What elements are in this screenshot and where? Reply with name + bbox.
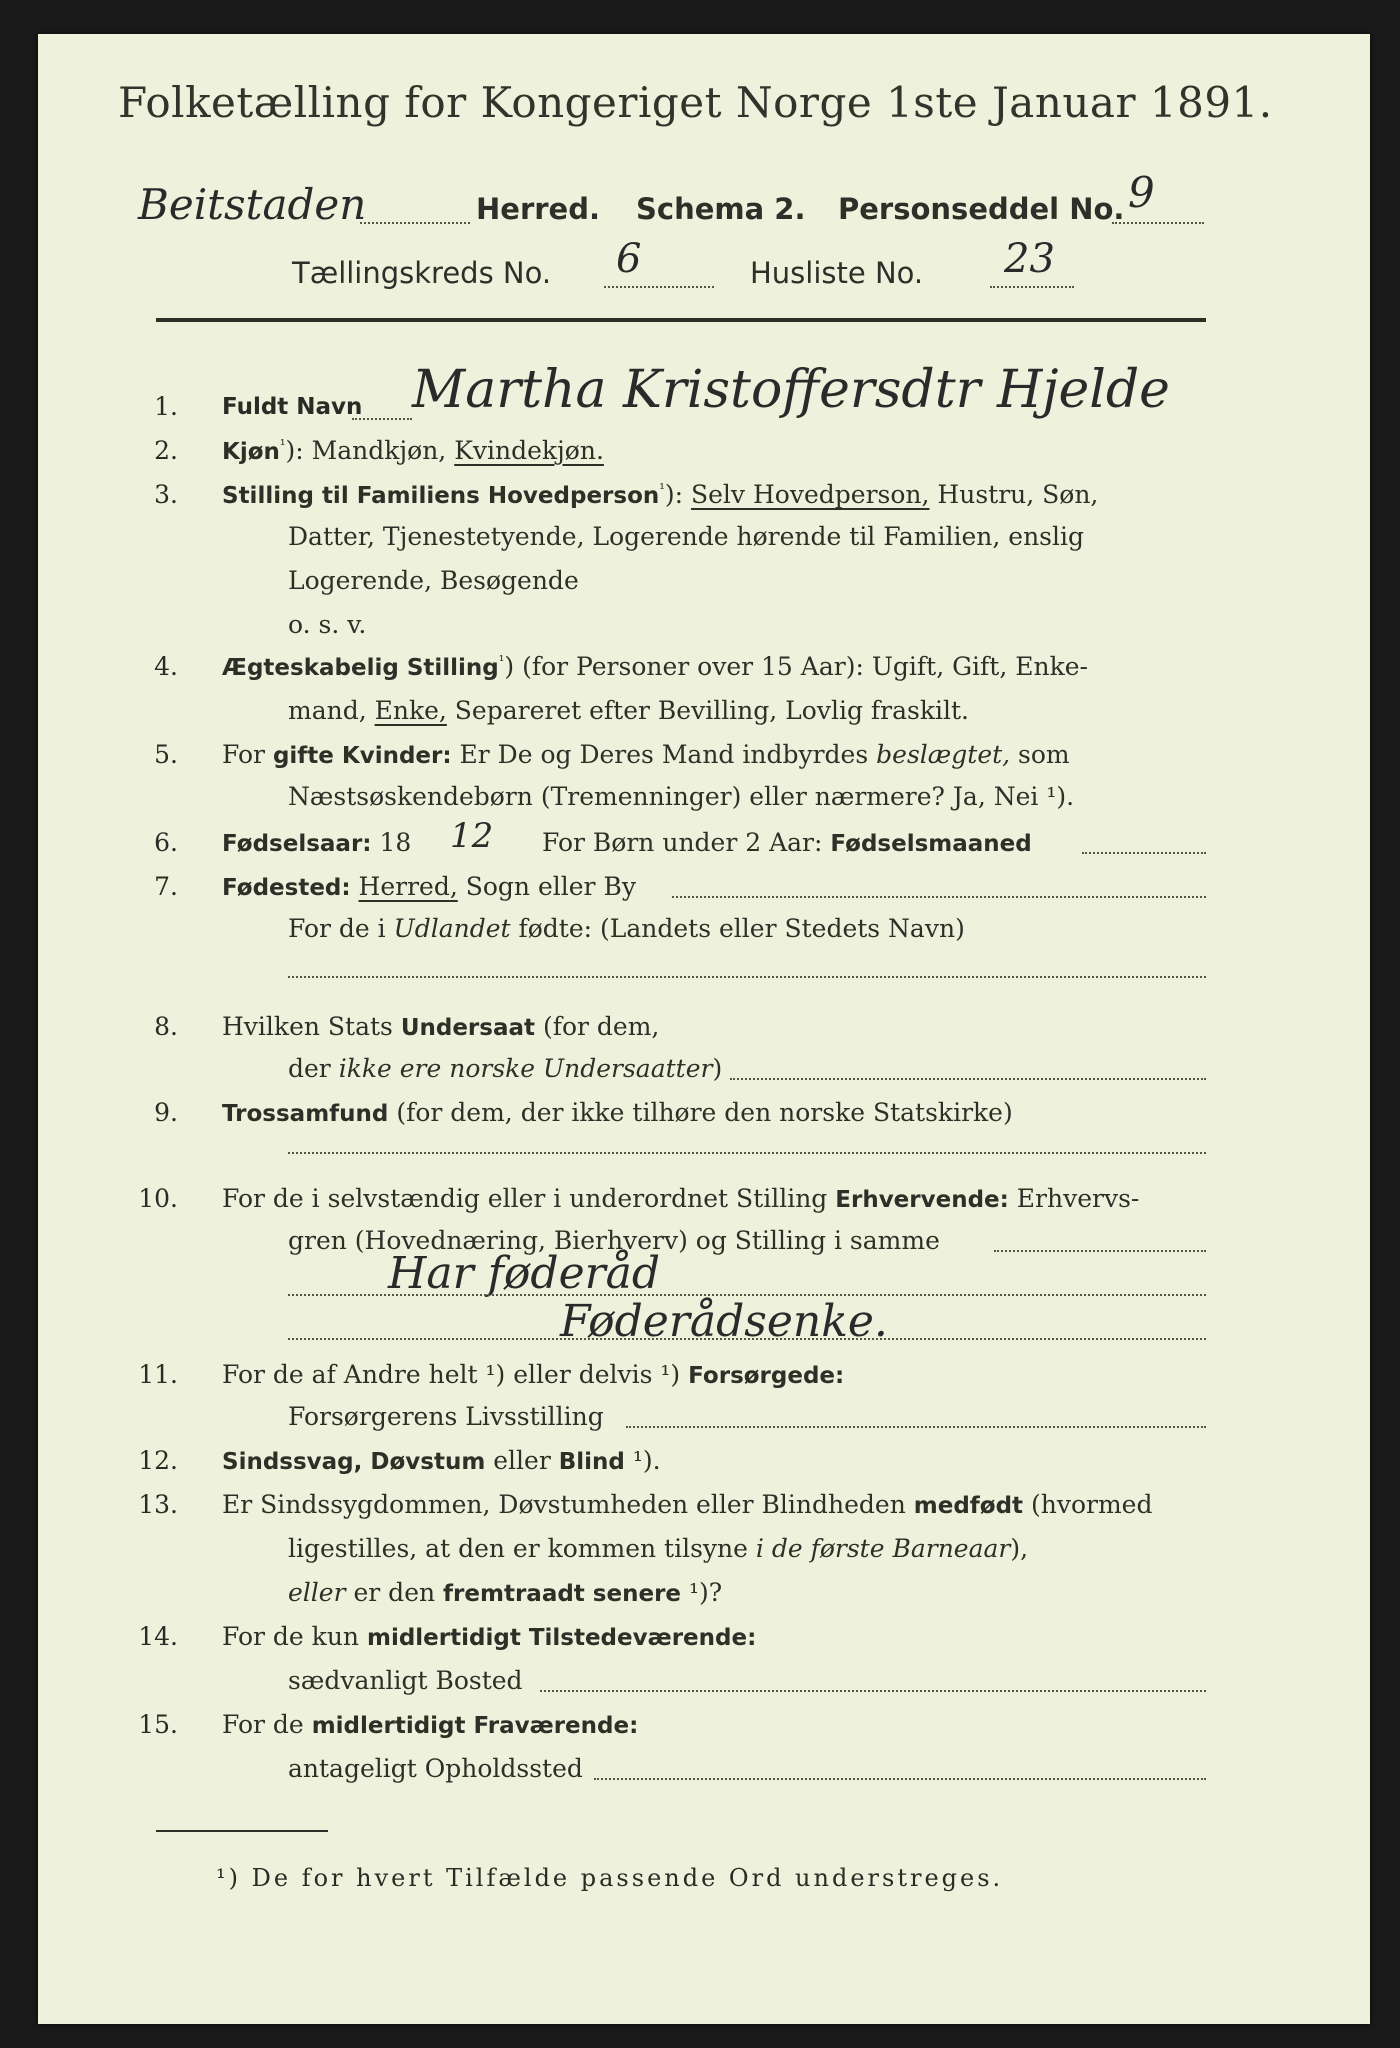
q5-line2: Næstsøskendebørn (Tremenninger) eller nærmere? Ja, Nei ¹). — [288, 782, 1075, 811]
q13-line2b: ), — [1010, 1534, 1029, 1563]
q8-line2 — [288, 1054, 722, 1083]
q7-line2 — [288, 914, 965, 943]
q8-line1 — [222, 1012, 659, 1041]
q12-label: Sindssvag, Døvstum — [222, 1449, 486, 1475]
q14-label: midlertidigt Tilstedeværende: — [366, 1625, 757, 1651]
q6-label2: Fødselsmaaned — [830, 831, 1032, 857]
q9-dots — [288, 1152, 1206, 1154]
q3-line1 — [222, 480, 1098, 509]
q1-dots — [352, 418, 412, 420]
kreds-value: 6 — [616, 236, 642, 282]
kreds-dots — [604, 286, 714, 288]
kreds-label: Tællingskreds No. — [292, 256, 552, 290]
q13-line3c: ¹)? — [681, 1578, 723, 1607]
q7-dots2 — [288, 976, 1206, 978]
q4-line2b: Separeret efter Bevilling, Lovlig fraskilt. — [446, 696, 969, 725]
q11-pre: For de af Andre helt ¹) eller delvis ¹) — [222, 1360, 689, 1389]
q6-value: 12 — [450, 816, 494, 856]
q13-line1 — [222, 1490, 1152, 1519]
q13-number: 13. — [138, 1490, 178, 1519]
q11-line2: Forsørgerens Livsstilling — [288, 1402, 604, 1431]
q8-italic: ikke ere norske Undersaatter — [338, 1054, 713, 1083]
herred-value: Beitstaden — [138, 180, 367, 229]
q3-label: Stilling til Familiens Hovedperson — [222, 483, 660, 509]
q13-line2a: ligestilles, at den er kommen tilsyne — [288, 1534, 756, 1563]
q2-sup: ¹ — [279, 437, 286, 454]
q1-label: Fuldt Navn — [222, 394, 363, 420]
q7-line2b: fødte: (Landets eller Stedets Navn) — [510, 914, 965, 943]
q3-sup: ¹ — [659, 481, 665, 498]
herred-dots — [360, 222, 470, 224]
q4-underlined: Enke, — [374, 696, 447, 725]
q5-label: gifte Kvinder: — [272, 743, 452, 769]
personseddel-dots — [1112, 222, 1204, 224]
q10-label: Erhvervende: — [835, 1187, 1009, 1213]
q13-italic: i de første Barneaar — [755, 1534, 1011, 1563]
q10-line1 — [222, 1184, 1139, 1213]
q7-label: Fødested: — [222, 875, 351, 901]
q5-number: 5. — [154, 740, 178, 769]
q8-dots — [730, 1078, 1206, 1080]
q15-label: midlertidigt Fraværende: — [311, 1713, 639, 1739]
q13-line3 — [288, 1578, 722, 1607]
personseddel-label: Personseddel No. — [838, 192, 1125, 226]
q4-line2a: mand, — [288, 696, 375, 725]
q7-dots1 — [672, 896, 1206, 898]
q14-number: 14. — [138, 1622, 178, 1651]
q9-rest: (for dem, der ikke tilhøre den norske Statskirke) — [388, 1098, 1013, 1127]
q9-line1 — [222, 1098, 1013, 1127]
q10-number: 10. — [138, 1184, 178, 1213]
q3-line3: Logerende, Besøgende — [288, 566, 579, 595]
q8-line2a: der — [288, 1054, 339, 1083]
q13-line3a: eller — [288, 1578, 346, 1607]
q14-line1 — [222, 1622, 756, 1651]
q1-value: Martha Kristoffersdtr Hjelde — [412, 360, 1170, 420]
q10-pre: For de i selvstændig eller i underordnet Stilling — [222, 1184, 836, 1213]
q6-prefix: 18 — [371, 828, 412, 857]
q12-rest: ¹). — [624, 1446, 661, 1475]
q12-line1 — [222, 1446, 661, 1475]
herred-label: Herred. — [476, 192, 600, 226]
q7-number: 7. — [154, 872, 178, 901]
q7-underlined: Herred, — [358, 872, 458, 901]
q5-italic: beslægtet, — [876, 740, 1011, 769]
q2-label: Kjøn — [222, 439, 280, 465]
q4-sup: ¹ — [498, 653, 505, 670]
q5-pre: For — [222, 740, 273, 769]
q10-value2: Føderådsenke. — [560, 1296, 888, 1347]
q13-pre: Er Sindssygdommen, Døvstumheden eller Blindheden — [222, 1490, 914, 1519]
q3-rest1: Hustru, Søn, — [929, 480, 1099, 509]
q15-pre: For de — [222, 1710, 312, 1739]
q6-dots — [1082, 852, 1206, 854]
q11-number: 11. — [138, 1360, 178, 1389]
form-title: Folketælling for Kongeriget Norge 1ste Januar 1891. — [118, 78, 1273, 127]
q15-line2: antageligt Opholdssted — [288, 1754, 583, 1783]
q4-line1 — [222, 652, 1088, 681]
q14-dots — [540, 1690, 1206, 1692]
q10-rest: Erhvervs- — [1008, 1184, 1140, 1213]
q7-line1 — [222, 872, 636, 901]
footnote: ¹) De for hvert Tilfælde passende Ord understreges. — [216, 1864, 1004, 1892]
personseddel-value: 9 — [1128, 168, 1155, 217]
q15-line1 — [222, 1710, 638, 1739]
footnote-rule — [156, 1830, 328, 1832]
q6-number: 6. — [154, 828, 178, 857]
husliste-label: Husliste No. — [750, 256, 924, 290]
q6-rest — [542, 828, 1032, 857]
q8-rest: (for dem, — [535, 1012, 660, 1041]
q2-number: 2. — [154, 436, 178, 465]
q13-line2 — [288, 1534, 1028, 1563]
q7-italic: Udlandet — [393, 914, 511, 943]
q11-label: Forsørgede: — [688, 1363, 845, 1389]
q2-rest: ): Mandkjøn, — [285, 436, 455, 465]
header-divider — [156, 318, 1206, 322]
q7-line2a: For de i — [288, 914, 394, 943]
q13-label2: fremtraadt senere — [443, 1581, 682, 1607]
schema-label: Schema 2. — [636, 192, 806, 226]
q3-colon: ): — [664, 480, 692, 509]
q9-number: 9. — [154, 1098, 178, 1127]
q6-label: Fødselsaar: — [222, 831, 372, 857]
q2-text — [222, 436, 604, 465]
q11-line1 — [222, 1360, 844, 1389]
q2-underlined: Kvindekjøn. — [454, 436, 604, 465]
q3-line4: o. s. v. — [288, 610, 367, 639]
q12-mid: eller — [485, 1446, 559, 1475]
husliste-dots — [990, 286, 1074, 288]
q4-rest1: ) (for Personer over 15 Aar): Ugift, Gift, Enke- — [504, 652, 1088, 681]
q15-number: 15. — [138, 1710, 178, 1739]
husliste-value: 23 — [1004, 236, 1055, 282]
q13-rest: (hvormed — [1023, 1490, 1153, 1519]
q4-line2 — [288, 696, 969, 725]
q1-number: 1. — [154, 392, 178, 421]
q9-label: Trossamfund — [222, 1101, 389, 1127]
q13-line3b: er den — [345, 1578, 444, 1607]
q12-number: 12. — [138, 1446, 178, 1475]
q3-line2: Datter, Tjenestetyende, Logerende hørende til Familien, enslig — [288, 522, 1085, 551]
q3-underlined: Selv Hovedperson, — [691, 480, 930, 509]
q11-dots — [626, 1426, 1206, 1428]
q10-dots3 — [288, 1338, 1206, 1340]
q8-label: Undersaat — [400, 1015, 535, 1041]
q10-value1: Har føderåd — [388, 1248, 661, 1299]
q10-dots1 — [994, 1250, 1206, 1252]
q15-dots — [594, 1778, 1206, 1780]
q12-label2: Blind — [558, 1449, 625, 1475]
q3-number: 3. — [154, 480, 178, 509]
q13-label: medfødt — [913, 1493, 1024, 1519]
q5-line1 — [222, 740, 1070, 769]
q10-line2: gren (Hovednæring, Bierhverv) og Stilling i samme — [288, 1226, 940, 1255]
q8-pre: Hvilken Stats — [222, 1012, 401, 1041]
q5-rest1b: som — [1010, 740, 1070, 769]
q4-number: 4. — [154, 652, 178, 681]
q7-rest: Sogn eller By — [457, 872, 636, 901]
q8-line2b: ) — [712, 1054, 723, 1083]
q4-label: Ægteskabelig Stilling — [222, 655, 499, 681]
q8-number: 8. — [154, 1012, 178, 1041]
q5-rest1: Er De og Deres Mand indbyrdes — [451, 740, 877, 769]
q6-line1 — [222, 828, 411, 857]
q14-pre: For de kun — [222, 1622, 367, 1651]
q6-rest-text: For Børn under 2 Aar: — [542, 828, 831, 857]
q14-line2: sædvanligt Bosted — [288, 1666, 523, 1695]
